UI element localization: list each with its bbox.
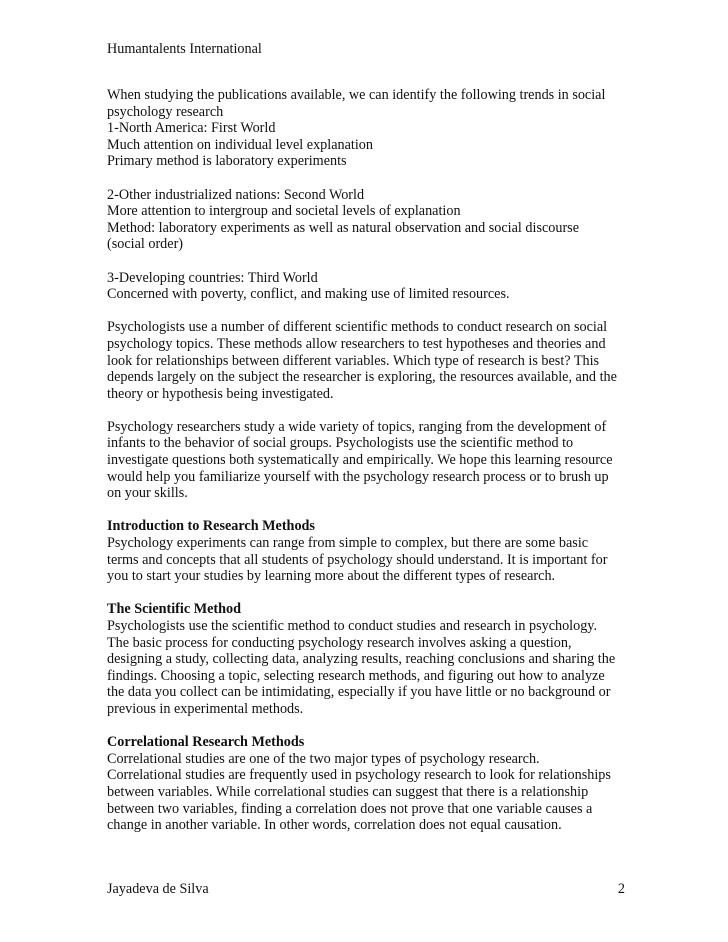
- text-line: you to start your studies by learning more about the different types of research.: [107, 568, 556, 585]
- text-line: 1-North America: First World: [107, 120, 276, 137]
- text-line: terms and concepts that all students of psychology should understand. It is important for: [107, 551, 608, 568]
- text-line: When studying the publications available, we can identify the following trends in social: [107, 87, 606, 103]
- text-line: theory or hypothesis being investigated.: [107, 385, 334, 402]
- text-line: psychology research: [107, 103, 224, 120]
- section: [107, 601, 627, 717]
- text-line: Primary method is laboratory experiments: [107, 153, 347, 170]
- text-line: findings. Choosing a topic, selecting research methods, and figuring out how to analyze: [107, 667, 605, 684]
- text-line: Psychologists use a number of different scientific methods to conduct research on social: [107, 319, 608, 336]
- text-line: More attention to intergroup and societal levels of explanation: [107, 203, 461, 220]
- paragraph-gap: [107, 402, 627, 419]
- text-line: 3-Developing countries: Third World: [107, 269, 318, 286]
- section: [107, 518, 627, 584]
- text-line: investigate questions both systematically and empirically. We hope this learning resource: [107, 452, 613, 469]
- text-line: Correlational studies are frequently used in psychology research to look for relationships: [107, 767, 611, 784]
- paragraph-gap: [107, 253, 627, 270]
- text-line: previous in experimental methods.: [107, 700, 304, 717]
- text-line: Much attention on individual level explanation: [107, 136, 373, 153]
- text-line: Concerned with poverty, conflict, and making use of limited resources.: [107, 286, 510, 303]
- paragraph-gap: [107, 502, 627, 519]
- paragraph: [107, 87, 627, 170]
- paragraph-gap: [107, 585, 627, 602]
- text-line: Correlational studies are one of the two major types of psychology research.: [107, 750, 540, 767]
- text-line: The basic process for conducting psychology research involves asking a question,: [107, 634, 572, 651]
- text-line: (social order): [107, 236, 184, 253]
- paragraph: [107, 419, 627, 502]
- paragraph: [107, 187, 627, 253]
- paragraph: [107, 270, 627, 303]
- text-line: look for relationships between different variables. Which type of research is best? This: [107, 352, 600, 369]
- paragraph: [107, 319, 627, 402]
- paragraph-gap: [107, 718, 627, 735]
- text-line: psychology topics. These methods allow researchers to test hypotheses and theories and: [107, 335, 606, 352]
- text-line: designing a study, collecting data, analyzing results, reaching conclusions and sharing the: [107, 651, 616, 668]
- text-line: Psychology experiments can range from simple to complex, but there are some basic: [107, 535, 589, 552]
- text-line: depends largely on the subject the researcher is exploring, the resources available, and the: [107, 369, 617, 386]
- text-line: on your skills.: [107, 485, 188, 502]
- page-body: [107, 87, 627, 834]
- text-line: the data you collect can be intimidating, especially if you have little or no background or: [107, 684, 611, 701]
- paragraph-gap: [107, 170, 627, 187]
- page-number: 2: [617, 881, 625, 897]
- text-line: between two variables, finding a correlation does not prove that one variable causes a: [107, 800, 593, 817]
- text-line: 2-Other industrialized nations: Second World: [107, 186, 365, 203]
- text-line: change in another variable. In other words, correlation does not equal causation.: [107, 817, 562, 834]
- text-line: Psychology researchers study a wide variety of topics, ranging from the development of: [107, 418, 607, 435]
- section-heading: Correlational Research Methods: [107, 734, 305, 751]
- paragraph-gap: [107, 303, 627, 320]
- text-line: infants to the behavior of social groups. Psychologists use the scientific method to: [107, 435, 574, 452]
- text-line: Psychologists use the scientific method to conduct studies and research in psychology.: [107, 618, 598, 634]
- section-heading: The Scientific Method: [107, 601, 241, 618]
- page-header: Humantalents International: [107, 41, 262, 57]
- section-heading: Introduction to Research Methods: [107, 518, 315, 535]
- section: [107, 734, 627, 834]
- text-line: between variables. While correlational studies can suggest that there is a relationship: [107, 783, 589, 800]
- footer-author: Jayadeva de Silva: [107, 881, 209, 897]
- text-line: would help you familiarize yourself with the psychology research process or to brush up: [107, 468, 609, 485]
- text-line: Method: laboratory experiments as well as natural observation and social discourse: [107, 219, 579, 236]
